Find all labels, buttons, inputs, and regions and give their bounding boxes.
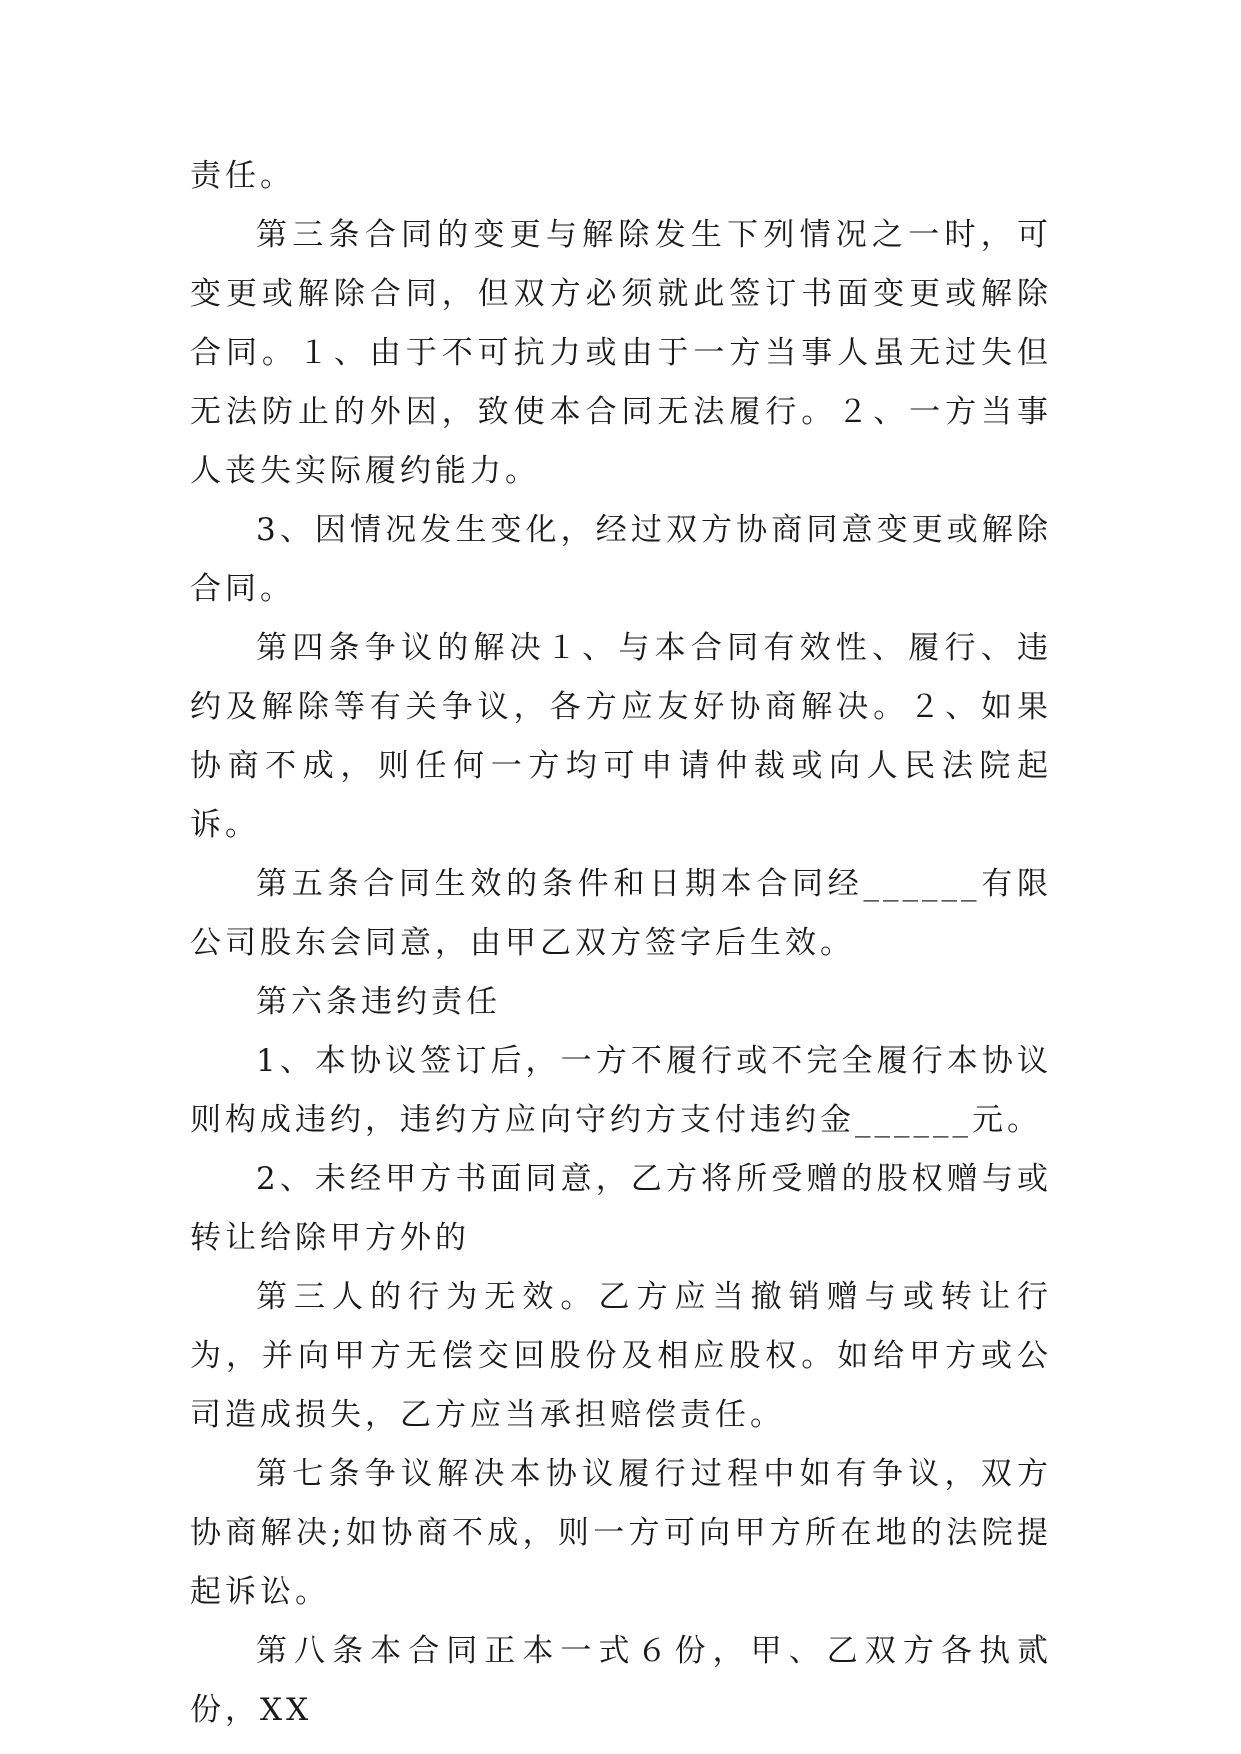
document-body [190,147,1052,1740]
paragraph-article-6-heading: 第六条违约责任 [256,984,501,1020]
paragraph-article-5: 第五条合同生效的条件和日期本合同经______有限公司股东会同意，由甲乙双方签字后生效。 [190,866,1052,961]
paragraph-article-6-item-2: 2、未经甲方书面同意，乙方将所受赠的股权赠与或转让给除甲方外的 [190,1161,1052,1256]
paragraph-article-3: 第三条合同的变更与解除发生下列情况之一时，可变更或解除合同，但双方必须就此签订书面变更或解除合同。１、由于不可抗力或由于一方当事人虽无过失但无法防止的外因，致使本合同无法履行。２、一方当事人丧失实际履约能力。 [190,217,1052,489]
paragraph-article-3-item-3: 3、因情况发生变化，经过双方协商同意变更或解除合同。 [190,512,1052,607]
paragraph-article-6-item-1: 1、本协议签订后，一方不履行或不完全履行本协议则构成违约，违约方应向守约方支付违约金______元。 [190,1043,1052,1138]
paragraph-article-7: 第七条争议解决本协议履行过程中如有争议，双方协商解决;如协商不成，则一方可向甲方所在地的法院提起诉讼。 [190,1456,1052,1610]
paragraph-article-4: 第四条争议的解决１、与本合同有效性、履行、违约及解除等有关争议，各方应友好协商解决。２、如果协商不成，则任何一方均可申请仲裁或向人民法院起诉。 [190,630,1052,843]
paragraph-continuation: 责任。 [190,158,295,194]
paragraph-article-8: 第八条本合同正本一式６份，甲、乙双方各执贰份，XX [190,1633,1052,1728]
paragraph-article-6-item-2-continued: 第三人的行为无效。乙方应当撤销赠与或转让行为，并向甲方无偿交回股份及相应股权。如给甲方或公司造成损失，乙方应当承担赔偿责任。 [190,1279,1052,1433]
